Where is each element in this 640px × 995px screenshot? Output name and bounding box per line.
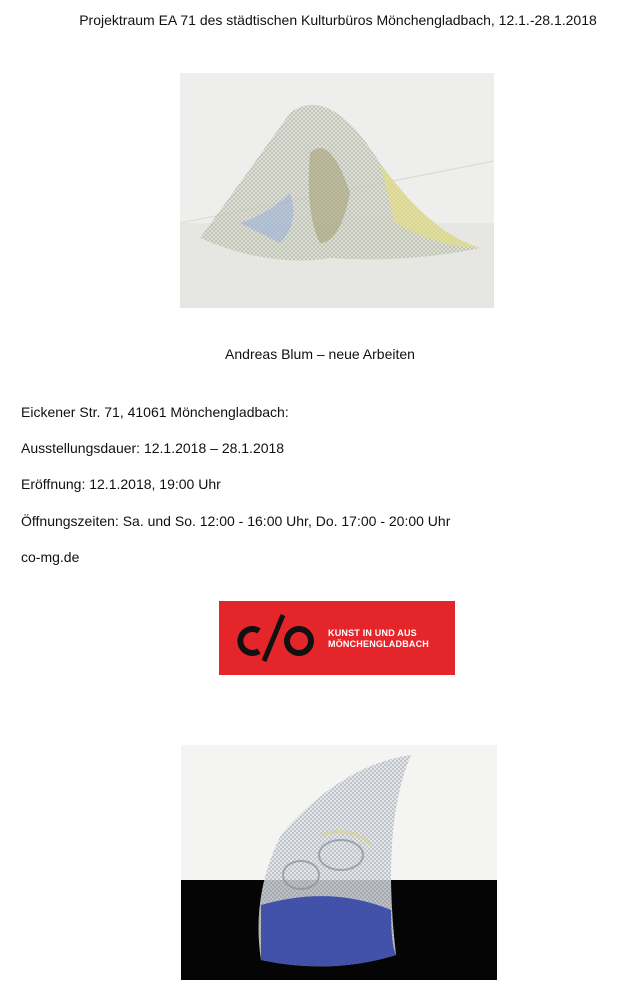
exhibition-subtitle: Andreas Blum – neue Arbeiten bbox=[225, 346, 415, 362]
page-title: Projektraum EA 71 des städtischen Kulturbüros Mönchengladbach, 12.1.-28.1.2018 bbox=[79, 12, 597, 28]
sculpture-photo-2 bbox=[181, 745, 497, 980]
opening-text: Eröffnung: 12.1.2018, 19:00 Uhr bbox=[21, 476, 221, 492]
logo-line-1: KUNST IN UND AUS bbox=[328, 628, 417, 638]
address-text: Eickener Str. 71, 41061 Mönchengladbach: bbox=[21, 404, 289, 420]
co-logo-mark bbox=[219, 601, 319, 675]
hours-text: Öffnungszeiten: Sa. und So. 12:00 - 16:00 Uhr, Do. 17:00 - 20:00 Uhr bbox=[21, 513, 451, 529]
logo-line-2: MÖNCHENGLADBACH bbox=[328, 639, 429, 649]
sculpture-photo-1 bbox=[180, 73, 494, 308]
duration-text: Ausstellungsdauer: 12.1.2018 – 28.1.2018 bbox=[21, 440, 285, 456]
website-link[interactable]: co-mg.de bbox=[21, 549, 80, 565]
co-logo[interactable] bbox=[219, 601, 455, 675]
